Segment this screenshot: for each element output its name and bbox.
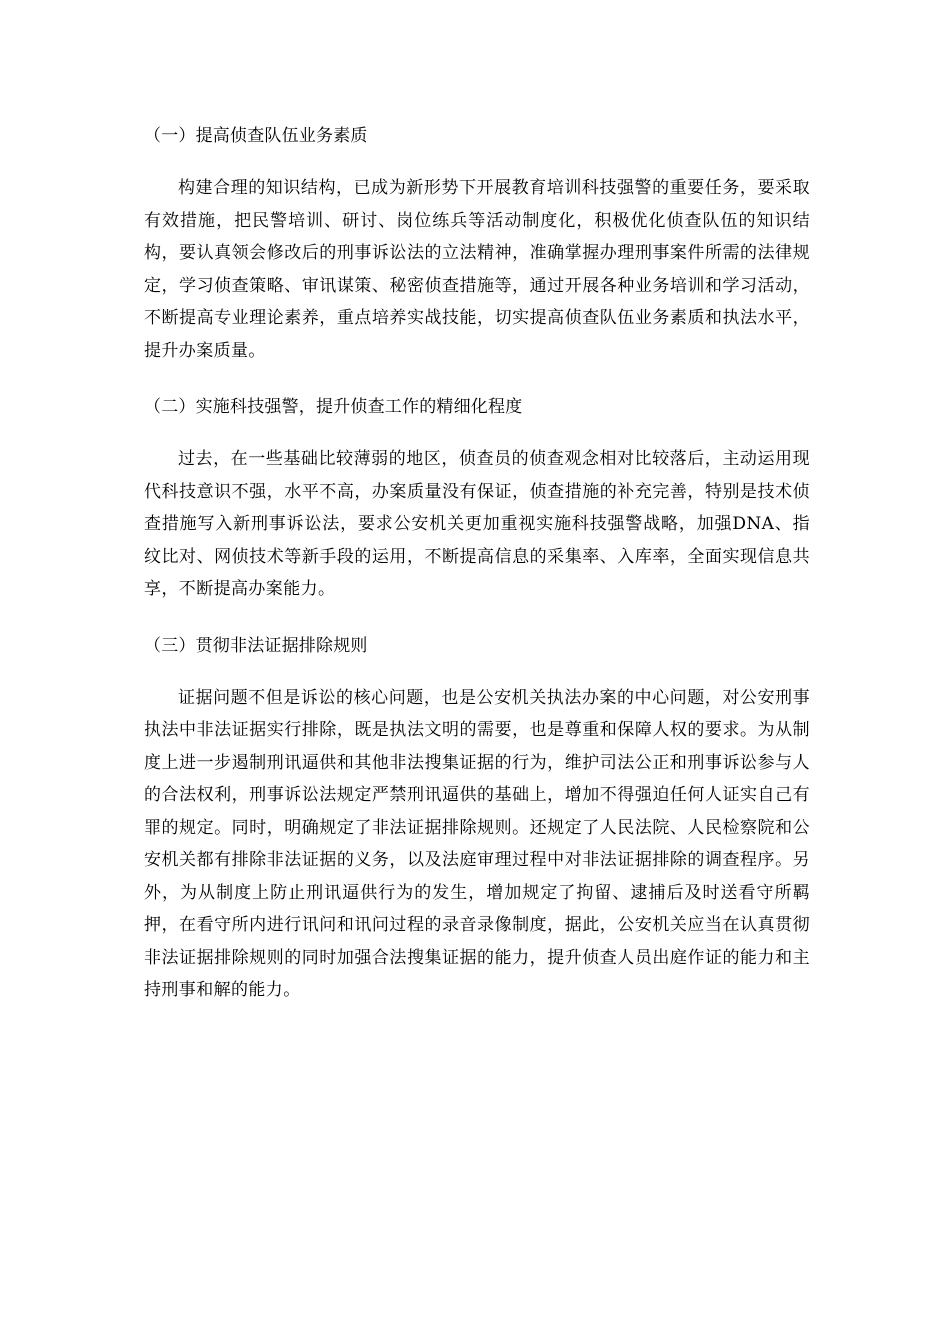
- section-paragraph-2: 过去，在一些基础比较薄弱的地区，侦查员的侦查观念相对比较落后，主动运用现代科技意识不强，水平不高，办案质量没有保证，侦查措施的补充完善，特别是技术侦查措施写入新刑事诉讼法，要求公安机关更加重视实施科技强警战略，加强DNA、指纹比对、网侦技术等新手段的运用，不断提高信息的采集率、入库率，全面实现信息共享，不断提高办案能力。: [144, 449, 810, 599]
- section-heading-1: （一）提高侦查队伍业务素质: [144, 126, 368, 146]
- section-heading-2: （二）实施科技强警，提升侦查工作的精细化程度: [144, 397, 523, 417]
- section-paragraph-3: 证据问题不但是诉讼的核心问题，也是公安机关执法办案的中心问题，对公安刑事执法中非法证据实行排除，既是执法文明的需要，也是尊重和保障人权的要求。为从制度上进一步遏制刑讯逼供和其他非法搜集证据的行为，维护司法公正和刑事诉讼参与人的合法权利，刑事诉讼法规定严禁刑讯逼供的基础上，增加不得强迫任何人证实自己有罪的规定。同时，明确规定了非法证据排除规则。还规定了人民法院、人民检察院和公安机关都有排除非法证据的义务，以及法庭审理过程中对非法证据排除的调查程序。另外，为从制度上防止刑讯逼供行为的发生，增加规定了拘留、逮捕后及时送看守所羁押，在看守所内进行讯问和讯问过程的录音录像制度，据此，公安机关应当在认真贯彻非法证据排除规则的同时加强合法搜集证据的能力，提升侦查人员出庭作证的能力和主持刑事和解的能力。: [144, 687, 810, 1000]
- section-heading-3: （三）贯彻非法证据排除规则: [144, 635, 368, 656]
- section-paragraph-1: 构建合理的知识结构，已成为新形势下开展教育培训科技强警的重要任务，要采取有效措施，把民警培训、研讨、岗位练兵等活动制度化，积极优化侦查队伍的知识结构，要认真领会修改后的刑事诉讼法的立法精神，准确掌握办理刑事案件所需的法律规定，学习侦查策略、审讯谋策、秘密侦查措施等，通过开展各种业务培训和学习活动，不断提高专业理论素养，重点培养实战技能，切实提高侦查队伍业务素质和执法水平，提升办案质量。: [144, 178, 810, 361]
- document-body: [144, 120, 810, 1007]
